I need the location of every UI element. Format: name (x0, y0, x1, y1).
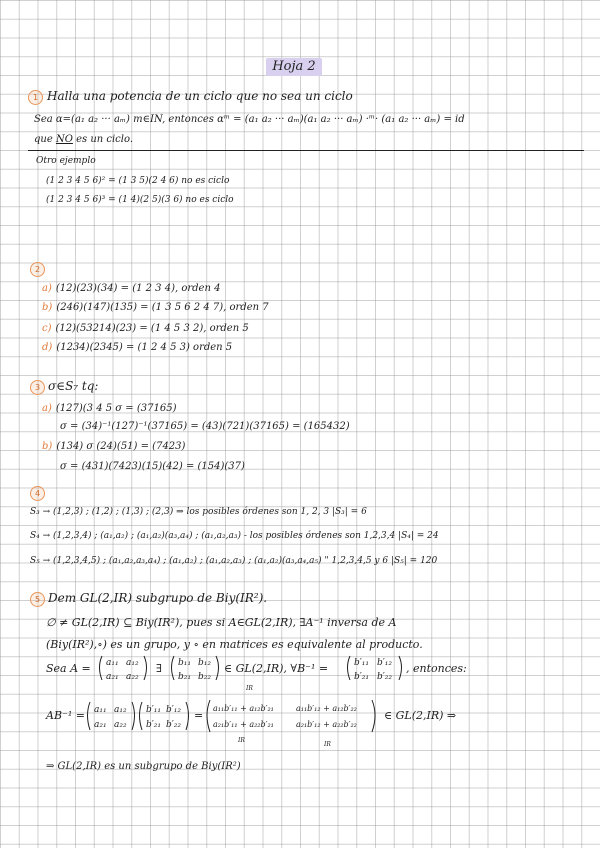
a11: a₁₁ (106, 658, 119, 668)
b22: b₂₂ (198, 672, 211, 682)
exercise-3-heading: σ∈S₇ tq: (48, 379, 99, 393)
exercise-1-line-2-post: es un ciclo. (72, 134, 133, 145)
exercise-3-b-2: σ = (431)(7423)(15)(42) = (154)(37) (60, 461, 245, 472)
result-21: a₂₁b′₁₁ + a₂₂b′₂₁ (213, 720, 274, 729)
exercise-3-a-letter: a) (42, 403, 52, 414)
item-c-letter: c) (42, 323, 52, 334)
example-b: (1 2 3 4 5 6)³ = (1 4)(2 5)(3 6) no es ciclo (46, 195, 234, 205)
product-a11: a₁₁ (94, 705, 107, 715)
binv21: b′₂₁ (354, 672, 370, 682)
other-example-label: Otro ejemplo (36, 156, 96, 166)
gl-membership: ∈ GL(2,IR), ∀B⁻¹ = (224, 662, 329, 675)
page-title: Hoja 2 (266, 58, 322, 76)
sea-a-label: Sea A = (46, 662, 91, 675)
exercise-5-line-2: (Biy(IR²),∘) es un grupo, y ∘ en matrices es equivalente al producto. (46, 638, 423, 651)
product-binv-bracket-left (140, 702, 143, 730)
product-a-bracket-right (132, 702, 135, 730)
item-b-text: (246)(147)(135) = (1 3 5 6 2 4 7), orden 7 (56, 302, 269, 313)
a21: a₂₁ (106, 672, 119, 682)
exercise-1-line-1: Sea α=(a₁ a₂ ··· aₘ) m∈IN, entonces αᵐ = (a₁ a₂ ··· aₘ)(a₁ a₂ ··· aₘ) ·ᵐ· (a₁ a₂ ··· aₘ) = id (34, 114, 465, 125)
real-mark-bottom-right: IR (324, 741, 331, 748)
exercise-3-marker: 3 (30, 380, 45, 395)
binv22: b′₂₂ (377, 672, 393, 682)
a12: a₁₂ (126, 658, 139, 668)
exercise-3-a-2: σ = (34)⁻¹(127)⁻¹(37165) = (43)(721)(37165) = (165432) (60, 421, 350, 432)
result-12: a₁₁b′₁₂ + a₁₂b′₂₂ (296, 704, 357, 713)
a22: a₂₂ (126, 672, 139, 682)
product-binv22: b′₂₂ (166, 720, 182, 730)
exercise-3-a-1-text: (127)(3 4 5 σ = (37165) (55, 403, 177, 414)
product-binv11: b′₁₁ (146, 705, 162, 715)
product-a22: a₂₂ (114, 720, 127, 730)
s5-line: S₅ → (1,2,3,4,5) ; (a₁,a₂,a₃,a₄) ; (a₁,a₂) ; (a₁,a₂,a₃) ; (a₁,a₂)(a₃,a₄,a₅) " 1,2,3,4,5 y 6 |S₅| = 120 (30, 556, 438, 566)
result-bracket-left (207, 700, 210, 732)
binv12: b′₁₂ (377, 658, 393, 668)
item-d-letter: d) (42, 342, 53, 353)
item-a-letter: a) (42, 283, 52, 294)
example-a: (1 2 3 4 5 6)² = (1 3 5)(2 4 6) no es ciclo (46, 176, 230, 186)
binv11: b′₁₁ (354, 658, 370, 668)
conclusion: ⇒ GL(2,IR) es un subgrupo de Biy(IR²) (46, 761, 241, 772)
s4-line: S₄ → (1,2,3,4) ; (a₁,a₂) ; (a₁,a₂)(a₃,a₄) ; (a₁,a₂,a₃) - los posibles órdenes son 1,2,3,4 |S₄| = 24 (30, 531, 439, 541)
exercise-5-heading: Dem GL(2,IR) subgrupo de Biy(IR²). (48, 591, 268, 605)
exercise-4-marker: 4 (30, 486, 45, 501)
item-d-text: (1234)(2345) = (1 2 4 5 3) orden 5 (56, 342, 233, 353)
exercise-3-b-letter: b) (42, 441, 53, 452)
exercise-1-no: NO (55, 134, 73, 145)
product-binv-bracket-right (186, 702, 189, 730)
exercise-5-marker: 5 (30, 592, 45, 607)
b11: b₁₁ (178, 658, 191, 668)
exists-symbol: ∃ (156, 662, 162, 675)
result-11: a₁₁b′₁₁ + a₁₂b′₂₁ (213, 704, 274, 713)
product-binv12: b′₁₂ (166, 705, 182, 715)
item-b-letter: b) (42, 302, 53, 313)
exercise-5-line-1: ∅ ≠ GL(2,IR) ⊆ Biy(IR²), pues si A∈GL(2,IR), ∃A⁻¹ inversa de A (46, 616, 397, 629)
real-mark-top: IR (246, 685, 253, 692)
product-lhs: AB⁻¹ = (46, 709, 85, 722)
item-a-text: (12)(23)(34) = (1 2 3 4), orden 4 (55, 283, 221, 294)
exercise-2-marker: 2 (30, 262, 45, 277)
b12: b₁₂ (198, 658, 211, 668)
result-22: a₂₁b′₁₂ + a₂₂b′₂₂ (296, 720, 357, 729)
product-a-bracket-left (88, 702, 91, 730)
equals-sign: = (194, 709, 204, 722)
exercise-1-marker: 1 (28, 90, 43, 105)
product-a21: a₂₁ (94, 720, 107, 730)
exercise-1-heading: Halla una potencia de un ciclo que no sea un ciclo (47, 89, 353, 103)
real-mark-bottom-left: IR (238, 737, 245, 744)
product-rhs: ∈ GL(2,IR) ⇒ (384, 709, 457, 722)
entonces-label: , entonces: (406, 662, 467, 675)
b21: b₂₁ (178, 672, 191, 682)
result-bracket-right (372, 700, 375, 732)
product-a12: a₁₂ (114, 705, 127, 715)
item-c-text: (12)(53214)(23) = (1 4 5 3 2), orden 5 (55, 323, 249, 334)
exercise-1-line-2-pre: que (34, 134, 56, 145)
product-binv21: b′₂₁ (146, 720, 162, 730)
exercise-3-b-1-text: (134) σ (24)(51) = (7423) (56, 441, 186, 452)
s3-line: S₃ → (1,2,3) ; (1,2) ; (1,3) ; (2,3) ⇒ los posibles órdenes son 1, 2, 3 |S₃| = 6 (30, 507, 367, 517)
